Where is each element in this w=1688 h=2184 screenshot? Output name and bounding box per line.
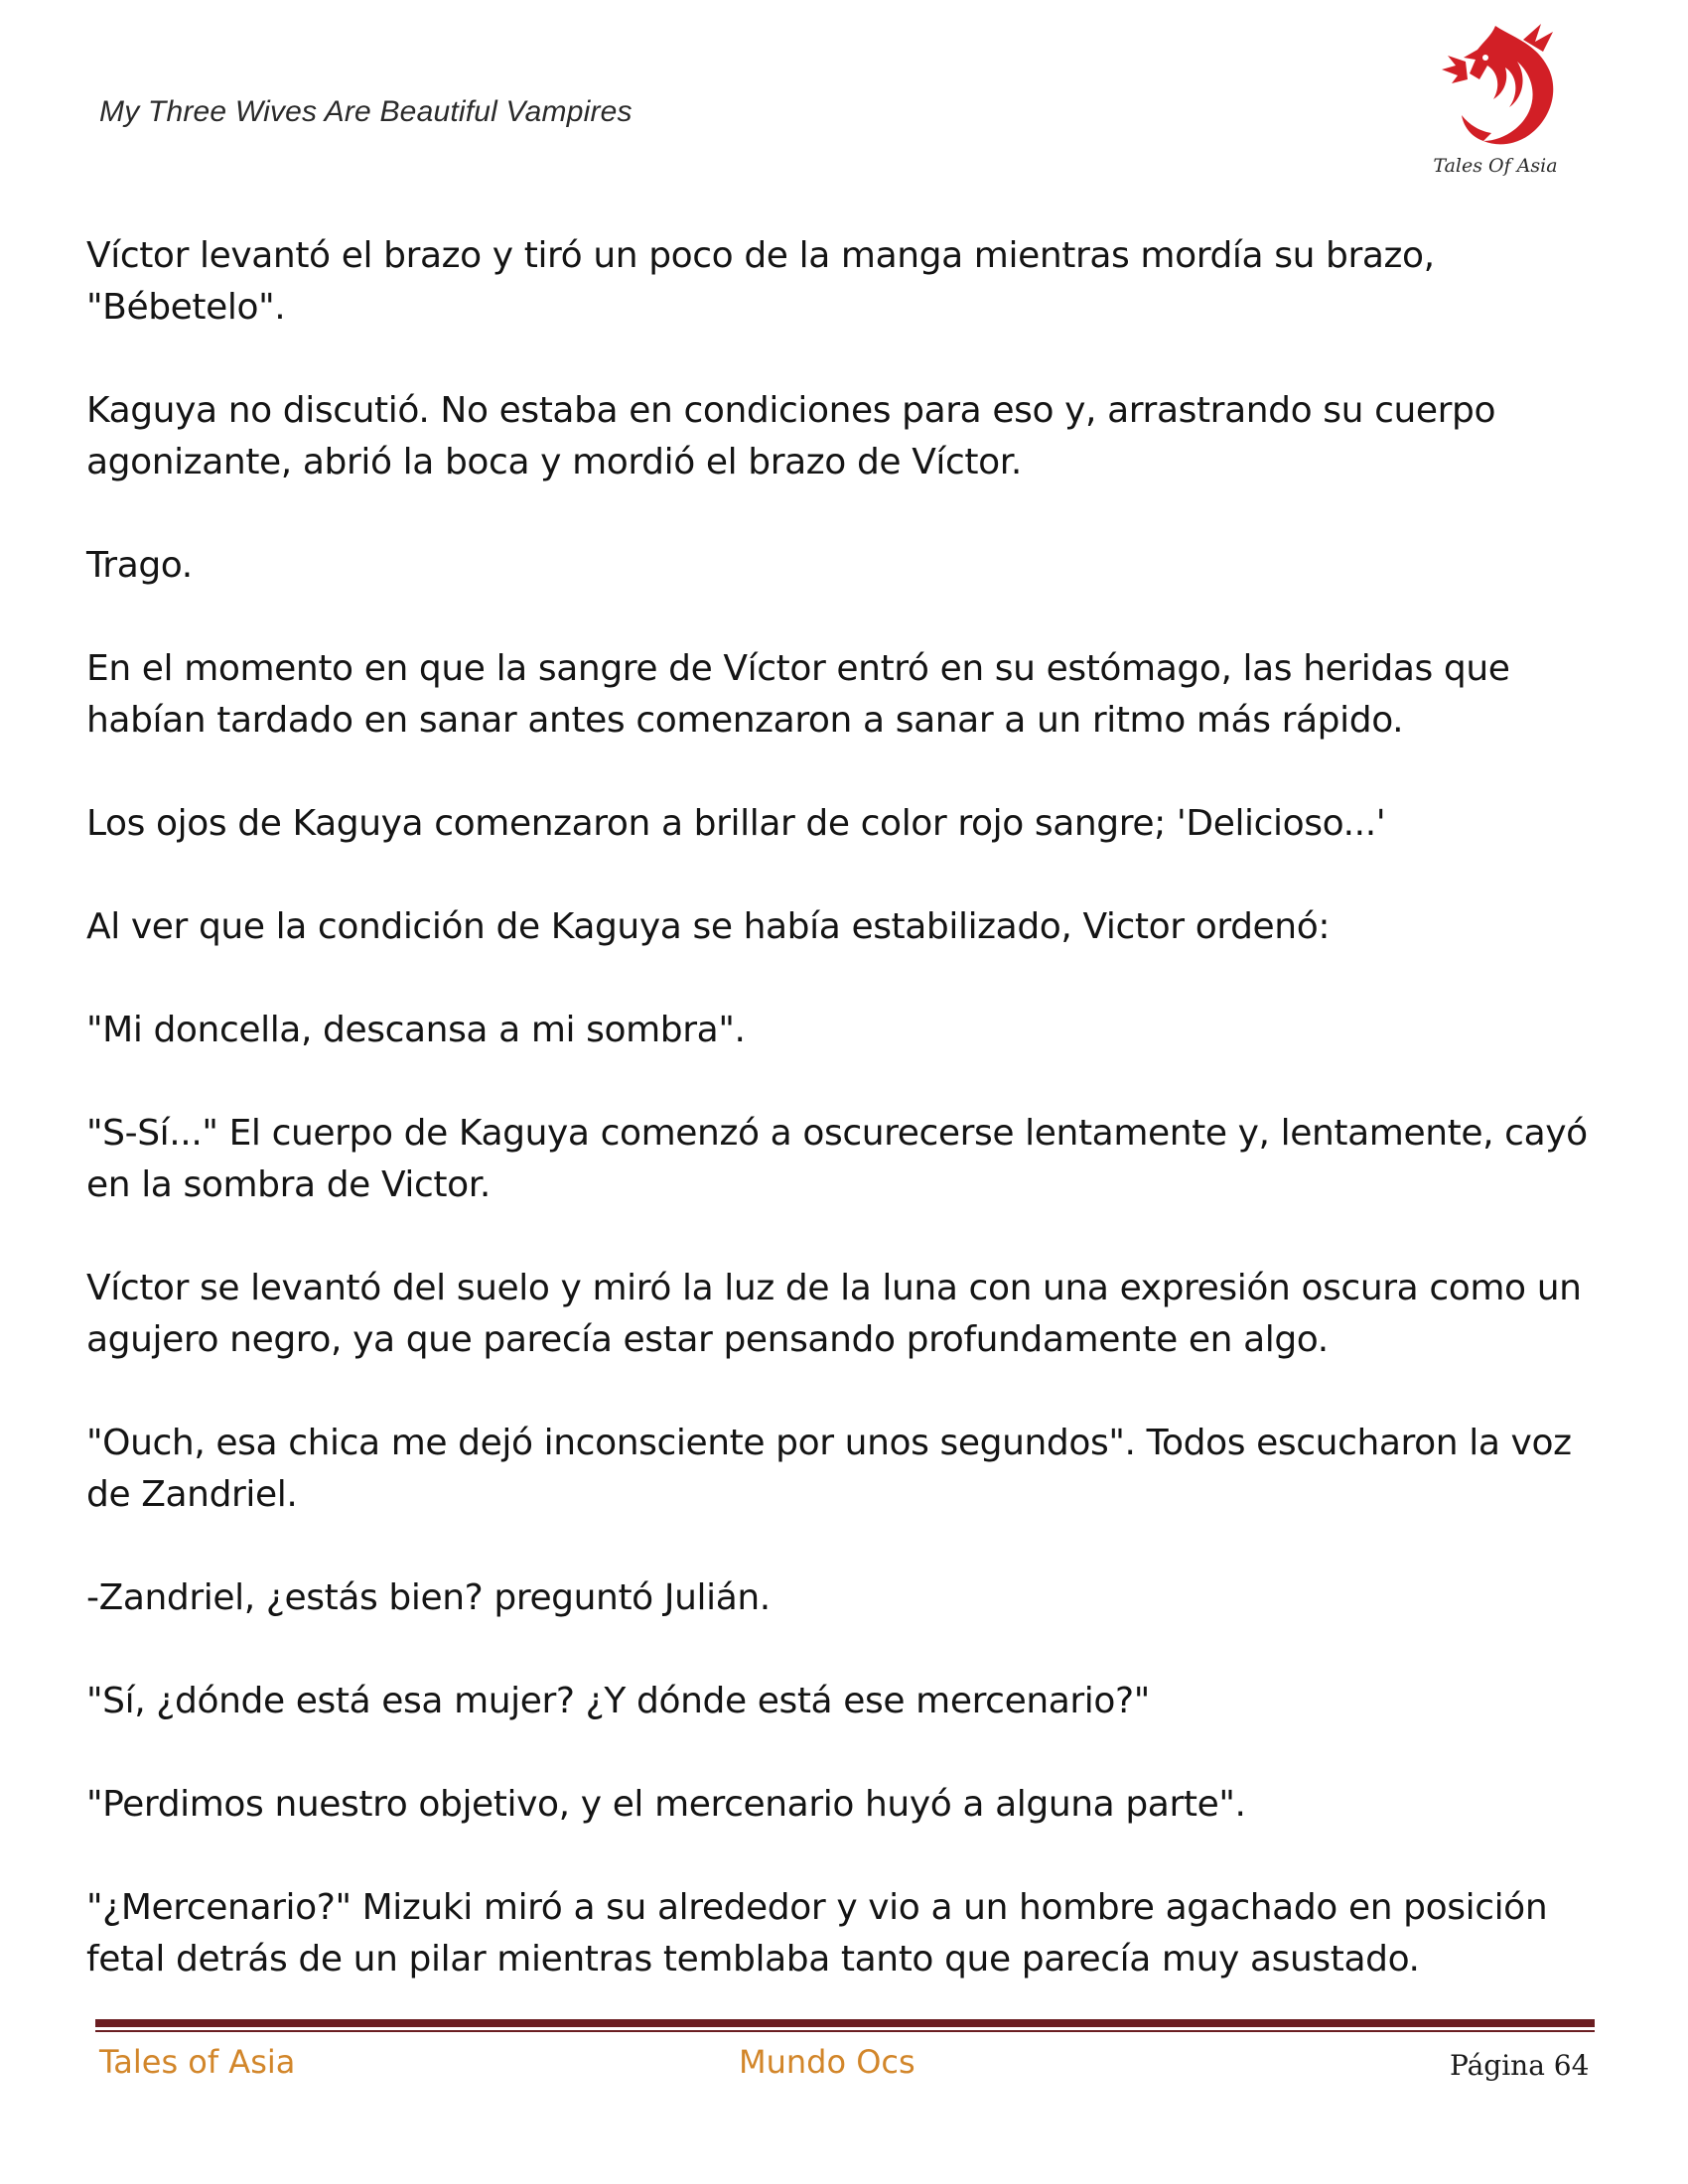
logo-text: Tales Of Asia: [1433, 155, 1558, 177]
paragraph: -Zandriel, ¿estás bien? preguntó Julián.: [86, 1577, 771, 1618]
paragraph: Al ver que la condición de Kaguya se había estabilizado, Victor ordenó:: [86, 906, 1331, 947]
page-header-title: My Three Wives Are Beautiful Vampires: [99, 95, 633, 128]
tales-of-asia-logo: [1426, 18, 1565, 187]
paragraph: Víctor levantó el brazo y tiró un poco de la manga mientras mordía su brazo, "Bébetelo".: [86, 235, 1435, 328]
paragraph: "Mi doncella, descansa a mi sombra".: [86, 1010, 746, 1050]
paragraph: Kaguya no discutió. No estaba en condiciones para eso y, arrastrando su cuerpo agonizante, abrió la boca y mordió el brazo de Víctor.: [86, 390, 1496, 482]
paragraph: Trago.: [86, 545, 193, 586]
paragraph: Los ojos de Kaguya comenzaron a brillar de color rojo sangre; 'Delicioso...': [86, 803, 1386, 844]
paragraph: "Perdimos nuestro objetivo, y el mercenario huyó a alguna parte".: [86, 1784, 1246, 1825]
paragraph: "¿Mercenario?" Mizuki miró a su alrededor y vio a un hombre agachado en posición fetal detrás de un pilar mientras temblaba tanto que parecía muy asustado.: [86, 1887, 1548, 1979]
footer-section-name: Mundo Ocs: [739, 2043, 915, 2081]
document-body: [86, 230, 1616, 2037]
footer-divider-thin: [95, 2030, 1595, 2032]
page-number: Página 64: [1450, 2049, 1590, 2082]
paragraph: "S-Sí..." El cuerpo de Kaguya comenzó a oscurecerse lentamente y, lentamente, cayó en la sombra de Victor.: [86, 1113, 1588, 1205]
red-dragon-icon: [1426, 18, 1565, 167]
footer-site-name: Tales of Asia: [99, 2043, 296, 2081]
footer-divider: [95, 2019, 1595, 2027]
paragraph: "Sí, ¿dónde está esa mujer? ¿Y dónde está ese mercenario?": [86, 1681, 1150, 1721]
paragraph: Víctor se levantó del suelo y miró la luz de la luna con una expresión oscura como un agujero negro, ya que parecía estar pensando profundamente en algo.: [86, 1268, 1582, 1360]
paragraph: "Ouch, esa chica me dejó inconsciente por unos segundos". Todos escucharon la voz de Zandriel.: [86, 1423, 1572, 1515]
paragraph: En el momento en que la sangre de Víctor entró en su estómago, las heridas que habían tardado en sanar antes comenzaron a sanar a un ritmo más rápido.: [86, 648, 1510, 741]
